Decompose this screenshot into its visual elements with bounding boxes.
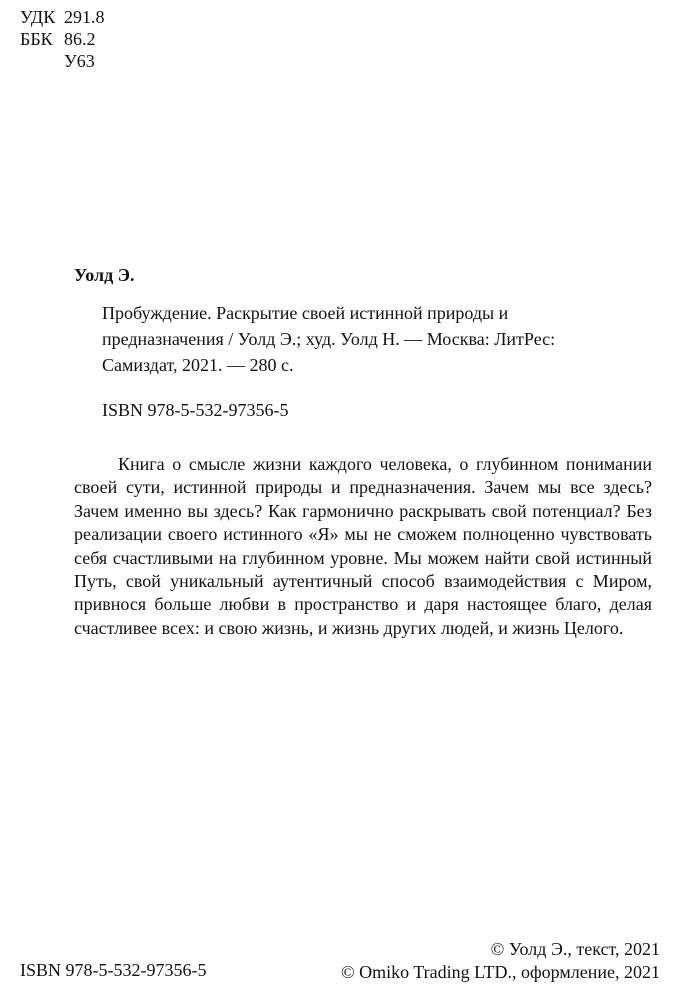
bbk-label: ББК	[20, 29, 53, 49]
author-mark-spacer	[20, 50, 64, 72]
bib-line: предназначения / Уолд Э.; худ. Уолд Н. — Москва: ЛитРес:	[102, 329, 556, 349]
author-heading: Уолд Э.	[74, 265, 135, 285]
abstract-line: Путь, свой уникальный аутентичный способ взаимодействия с Миром,	[74, 571, 652, 592]
abstract-line: Книга о смысле жизни каждого человека, о глубинном понимании	[118, 454, 652, 474]
udk-label: УДК	[20, 7, 56, 27]
footer-isbn: ISBN 978-5-532-97356-5	[20, 960, 207, 980]
abstract	[74, 453, 652, 640]
isbn: ISBN 978-5-532-97356-5	[102, 400, 289, 420]
bbk-value: 86.2	[64, 29, 96, 49]
abstract-line: привнося больше любви в пространство и даря настоящее благо, делая	[74, 594, 652, 615]
abstract-line: своей сути, истинной природы и предназначения. Зачем мы все здесь?	[74, 477, 652, 498]
copyright-design: © Omiko Trading LTD., оформление, 2021	[340, 962, 660, 982]
bib-line: Пробуждение. Раскрытие своей истинной природы и	[102, 303, 509, 323]
copyright-block	[341, 938, 660, 984]
abstract-line: реализации своего истинного «Я» мы не сможем полноценно чувствовать	[74, 524, 652, 545]
bbk-row	[20, 28, 105, 50]
abstract-line: счастливее всех: и свою жизнь, и жизнь других людей, и жизнь Целого.	[74, 617, 624, 638]
abstract-line: себя счастливыми на глубинном уровне. Мы можем найти свой истинный	[74, 547, 652, 568]
copyright-text: © Уолд Э., текст, 2021	[490, 939, 660, 959]
udk-value: 291.8	[64, 7, 105, 27]
udk-row	[20, 6, 105, 28]
abstract-line: Зачем именно вы здесь? Как гармонично раскрывать свой потенциал? Без	[74, 500, 652, 521]
bib-line: Самиздат, 2021. — 280 с.	[102, 355, 294, 375]
bibliographic-record	[102, 300, 622, 378]
classification-block	[20, 6, 105, 72]
author-mark-row	[20, 50, 105, 72]
author-mark: У63	[64, 51, 95, 71]
